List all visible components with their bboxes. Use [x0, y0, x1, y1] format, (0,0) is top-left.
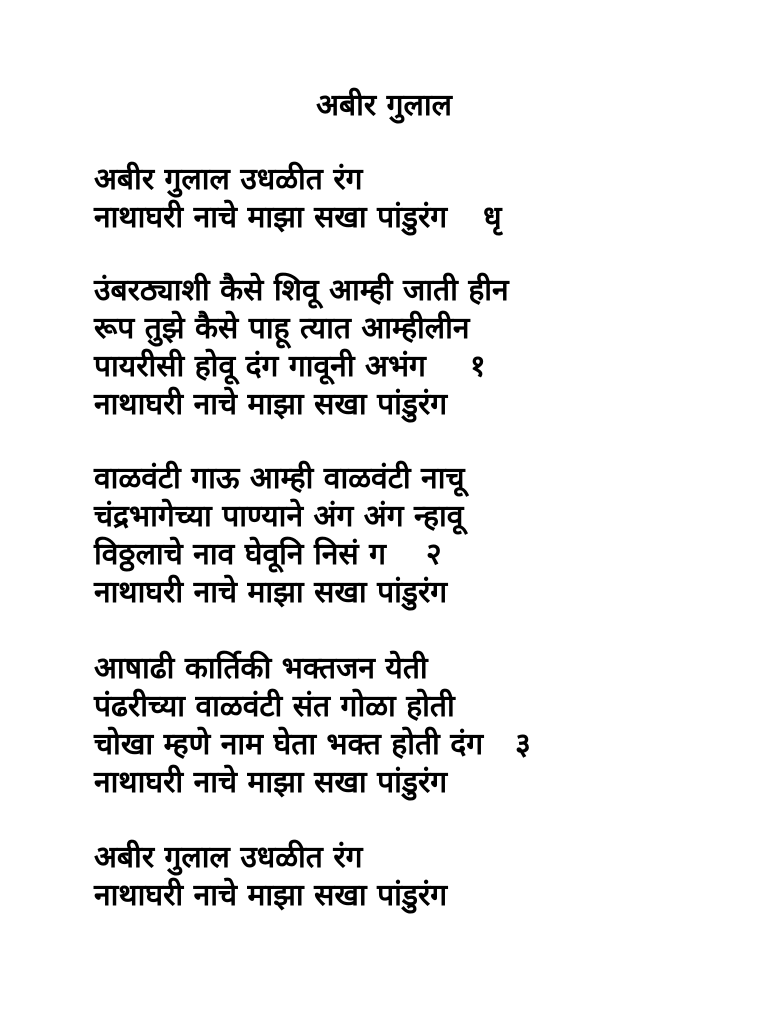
verse-line	[94, 536, 465, 574]
verse-line: आषाढी कार्तिकी भक्तजन येती	[94, 651, 428, 686]
stanza-refrain-repeat	[94, 839, 447, 915]
verse-line: नाथाघरी नाचे माझा सखा पांडुरंग	[94, 575, 448, 610]
stanza-marker: २	[426, 537, 442, 572]
verse-line	[94, 199, 502, 237]
stanza-2	[94, 460, 465, 612]
stanza-3	[94, 650, 531, 802]
verse-line-text: चोखा म्हणे नाम घेता भक्त होती दंग	[94, 727, 484, 762]
verse-line	[94, 348, 509, 386]
verse-line: नाथाघरी नाचे माझा सखा पांडुरंग	[94, 878, 448, 913]
stanza-refrain	[94, 161, 502, 237]
verse-line: नाथाघरी नाचे माझा सखा पांडुरंग	[94, 387, 448, 422]
stanza-marker: धृ	[483, 200, 502, 235]
verse-line: चंद्रभागेच्या पाण्याने अंग अंग न्हावू	[94, 499, 464, 534]
verse-line: अबीर गुलाल उधळीत रंग	[94, 840, 363, 875]
stanza-marker: १	[469, 349, 486, 384]
verse-line: अबीर गुलाल उधळीत रंग	[94, 162, 363, 197]
verse-line-text: नाथाघरी नाचे माझा सखा पांडुरंग	[94, 200, 448, 235]
verse-line-text: विठ्ठलाचे नाव घेवूनि निसं ग	[94, 537, 387, 572]
verse-line: नाथाघरी नाचे माझा सखा पांडुरंग	[94, 765, 448, 800]
verse-line: पंढरीच्या वाळवंटी संत गोळा होती	[94, 689, 455, 724]
stanza-1	[94, 272, 509, 424]
stanza-marker: ३	[515, 727, 531, 762]
song-title: अबीर गुलाल	[316, 88, 452, 123]
verse-line	[94, 726, 531, 764]
verse-line: उंबरठ्याशी कैसे शिवू आम्ही जाती हीन	[94, 273, 509, 308]
verse-line: रूप तुझे कैसे पाहू त्यात आम्हीलीन	[94, 311, 470, 346]
verse-line: वाळवंटी गाऊ आम्ही वाळवंटी नाचू	[94, 461, 465, 496]
verse-line-text: पायरीसी होवू दंग गावूनी अभंग	[94, 349, 426, 384]
